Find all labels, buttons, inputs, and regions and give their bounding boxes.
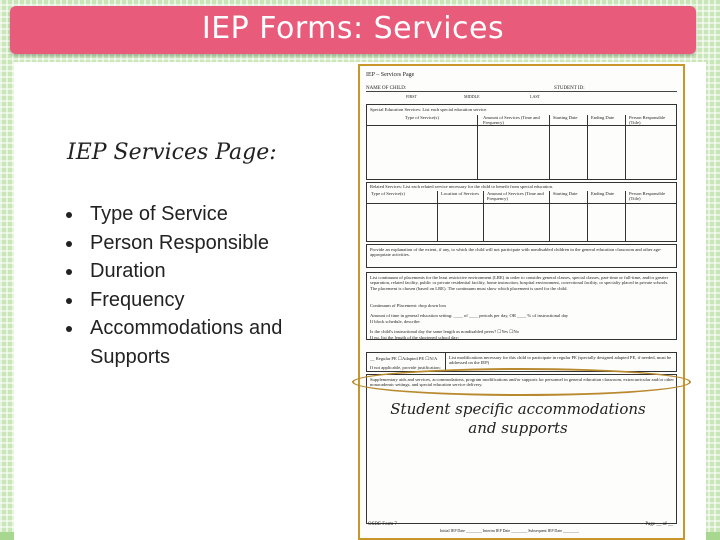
- form-col-type: Type of Service(s): [405, 115, 439, 120]
- iep-services-form-image: [358, 64, 685, 540]
- form-rcol-end: Ending Date: [591, 191, 615, 196]
- form-placement-box: [366, 272, 677, 340]
- form-pe-modifications: List modifications necessary for this child to participate in regular PE (specially designed adapted PE, if needed, must be addressed on the IEP): [449, 355, 672, 366]
- form-special-ed-table: [366, 104, 677, 180]
- form-school-day-label: Is the child's instructional day the same length as nondisabled peers? ☐Yes ☐No: [370, 329, 519, 334]
- form-name-line: [366, 86, 677, 92]
- form-first-label: FIRST: [406, 94, 417, 99]
- bullet-dot-icon: [66, 212, 72, 218]
- bullet-dot-icon: [66, 326, 72, 332]
- bullet-dot-icon: [66, 269, 72, 275]
- bullet-list: [70, 200, 340, 372]
- form-middle-label: MIDDLE: [464, 94, 480, 99]
- form-placement-text: List continuum of placements for the least restrictive environment (LRE) in order to consider general classes, special classes, part-time or full-time, and/or greater separation, related facility, public or private residential facility, home instruction, hospital environment, correctional facility, or specialty placed in private schools. The placement is chosen (based on LRE). The continuum must show which placement is used for the child.: [370, 275, 669, 291]
- form-special-ed-heading: Special Education Services: List each special education service.: [370, 107, 488, 112]
- form-pe-options: __ Regular PE ☐Adapted PE ☐N/A: [370, 356, 438, 361]
- bullet-item: Person Responsible: [70, 229, 340, 258]
- form-pe-note: If not applicable, provide justification:: [370, 365, 441, 370]
- form-related-table: [366, 182, 677, 242]
- form-col-amount: Amount of Services (Time and Frequency): [483, 115, 540, 126]
- bullet-dot-icon: [66, 298, 72, 304]
- form-col-start: Starting Date: [553, 115, 578, 120]
- form-rcol-location: Location of Services: [441, 191, 480, 196]
- form-name-label: NAME OF CHILD:: [366, 86, 407, 91]
- form-explanation-box: [366, 244, 677, 268]
- form-col-end: Ending Date: [591, 115, 615, 120]
- form-title: IEP – Services Page: [366, 72, 415, 78]
- form-col-person: Person Responsible (Title): [629, 115, 666, 126]
- slide-title: IEP Forms: Services: [201, 11, 505, 46]
- form-student-id-label: STUDENT ID:: [554, 86, 585, 91]
- form-continuum-label: Continuum of Placement: drop down box: [370, 303, 447, 308]
- bullet-item: Type of Service: [70, 200, 340, 229]
- highlight-ellipse: [352, 368, 691, 396]
- form-footer-mid: Initial IEP Date ________ Interim IEP Date ________ Subsequent IEP Date ________: [440, 528, 579, 533]
- bullet-item: Accommodations and Supports: [70, 314, 340, 371]
- form-rcol-amount: Amount of Services (Time and Frequency): [487, 191, 544, 202]
- form-footer-right: Page __ of __: [645, 522, 673, 527]
- form-schedule-label: If block schedule, describe:: [370, 319, 421, 324]
- form-school-day-followup: If no, list the length of the shortened school day:: [370, 335, 460, 340]
- title-bar: [10, 6, 696, 54]
- form-rcol-type: Type of Service(s): [371, 191, 405, 196]
- form-supplementary-box: [366, 374, 677, 524]
- bullet-dot-icon: [66, 241, 72, 247]
- form-amount-label: Amount of time in general education setting: ____ of ____ periods per day, OR ____ % of instructional day: [370, 313, 569, 318]
- form-rcol-person: Person Responsible (Title): [629, 191, 666, 202]
- bullet-item: Frequency: [70, 286, 340, 315]
- slide-subtitle: IEP Services Page:: [67, 140, 277, 165]
- form-related-heading: Related Services: List each related service necessary for the child to benefit from special education.: [370, 184, 554, 189]
- form-last-label: LAST: [530, 94, 540, 99]
- form-rcol-start: Starting Date: [553, 191, 578, 196]
- annotation-text: Student specific accommodations and supports: [390, 400, 646, 437]
- form-supplementary-text: Supplementary aids and services, accommodations, program modifications and/or supports for personnel in general education classroom, extracurricular and/or other nonacademic settings, and special education service delivery.: [370, 377, 674, 388]
- form-footer-left: OSDE Form 7: [368, 522, 397, 527]
- bullet-item: Duration: [70, 257, 340, 286]
- form-explanation-text: Provide an explanation of the extent, if any, to which the child will not participate with nondisabled children in the general education classroom and other age-appropriate activities.: [370, 247, 662, 258]
